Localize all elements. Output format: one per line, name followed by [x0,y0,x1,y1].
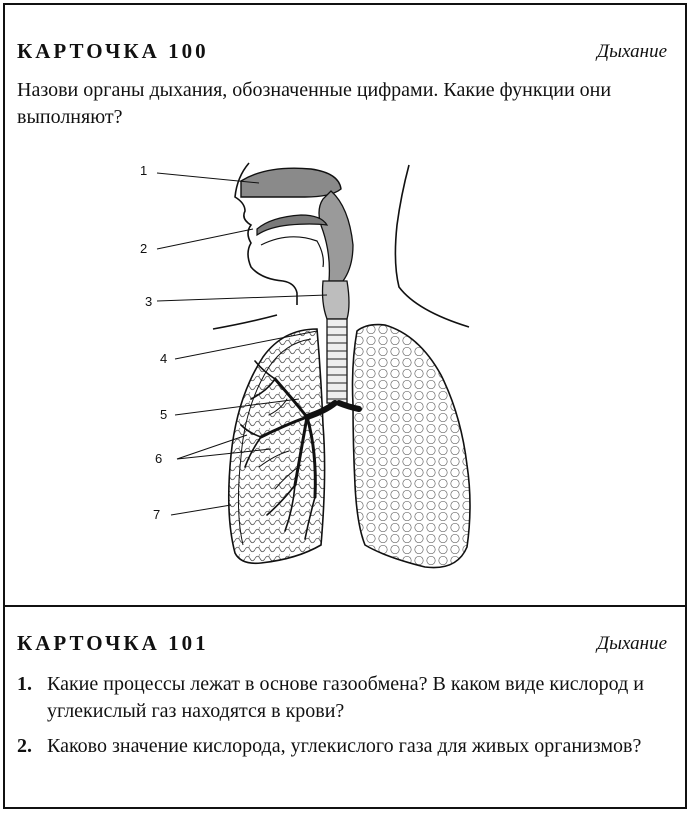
card-101-question-list [17,671,669,768]
question-text: Какие процессы лежат в основе газообмена? В каком виде кислород и углекислый газ находятся в крови? [47,673,644,722]
card-100-topic: Дыхание [597,41,667,62]
diagram-label-5: 5 [160,407,168,422]
larynx [323,281,350,319]
oral-cavity [257,215,327,235]
card-101-title: КАРТОЧКА 101 [17,631,209,655]
card-100-question: Назови органы дыхания, обозначенные цифрами. Какие функции они выполняют? [17,79,612,128]
diagram-label-2: 2 [140,241,148,256]
question-number: 2. [17,735,32,757]
card-100-title: КАРТОЧКА 100 [17,39,209,63]
worksheet-frame [3,3,687,809]
pharynx [319,191,353,281]
tongue-outline [261,237,323,267]
list-item [17,733,669,760]
diagram-label-7: 7 [153,507,161,522]
card-101 [5,607,685,809]
diagram-label-3: 3 [145,294,153,309]
respiratory-system-diagram [5,5,689,605]
card-101-topic: Дыхание [597,633,667,654]
question-text: Каково значение кислорода, углекислого газа для живых организмов? [47,735,642,757]
diagram-label-6: 6 [155,451,163,466]
diagram-label-4: 4 [160,351,168,366]
card-100 [5,5,685,606]
trachea [327,319,347,403]
list-item [17,671,669,725]
diagram-label-1: 1 [140,163,148,178]
question-number: 1. [17,673,32,695]
right-lung [353,325,471,568]
left-lung [229,329,325,563]
